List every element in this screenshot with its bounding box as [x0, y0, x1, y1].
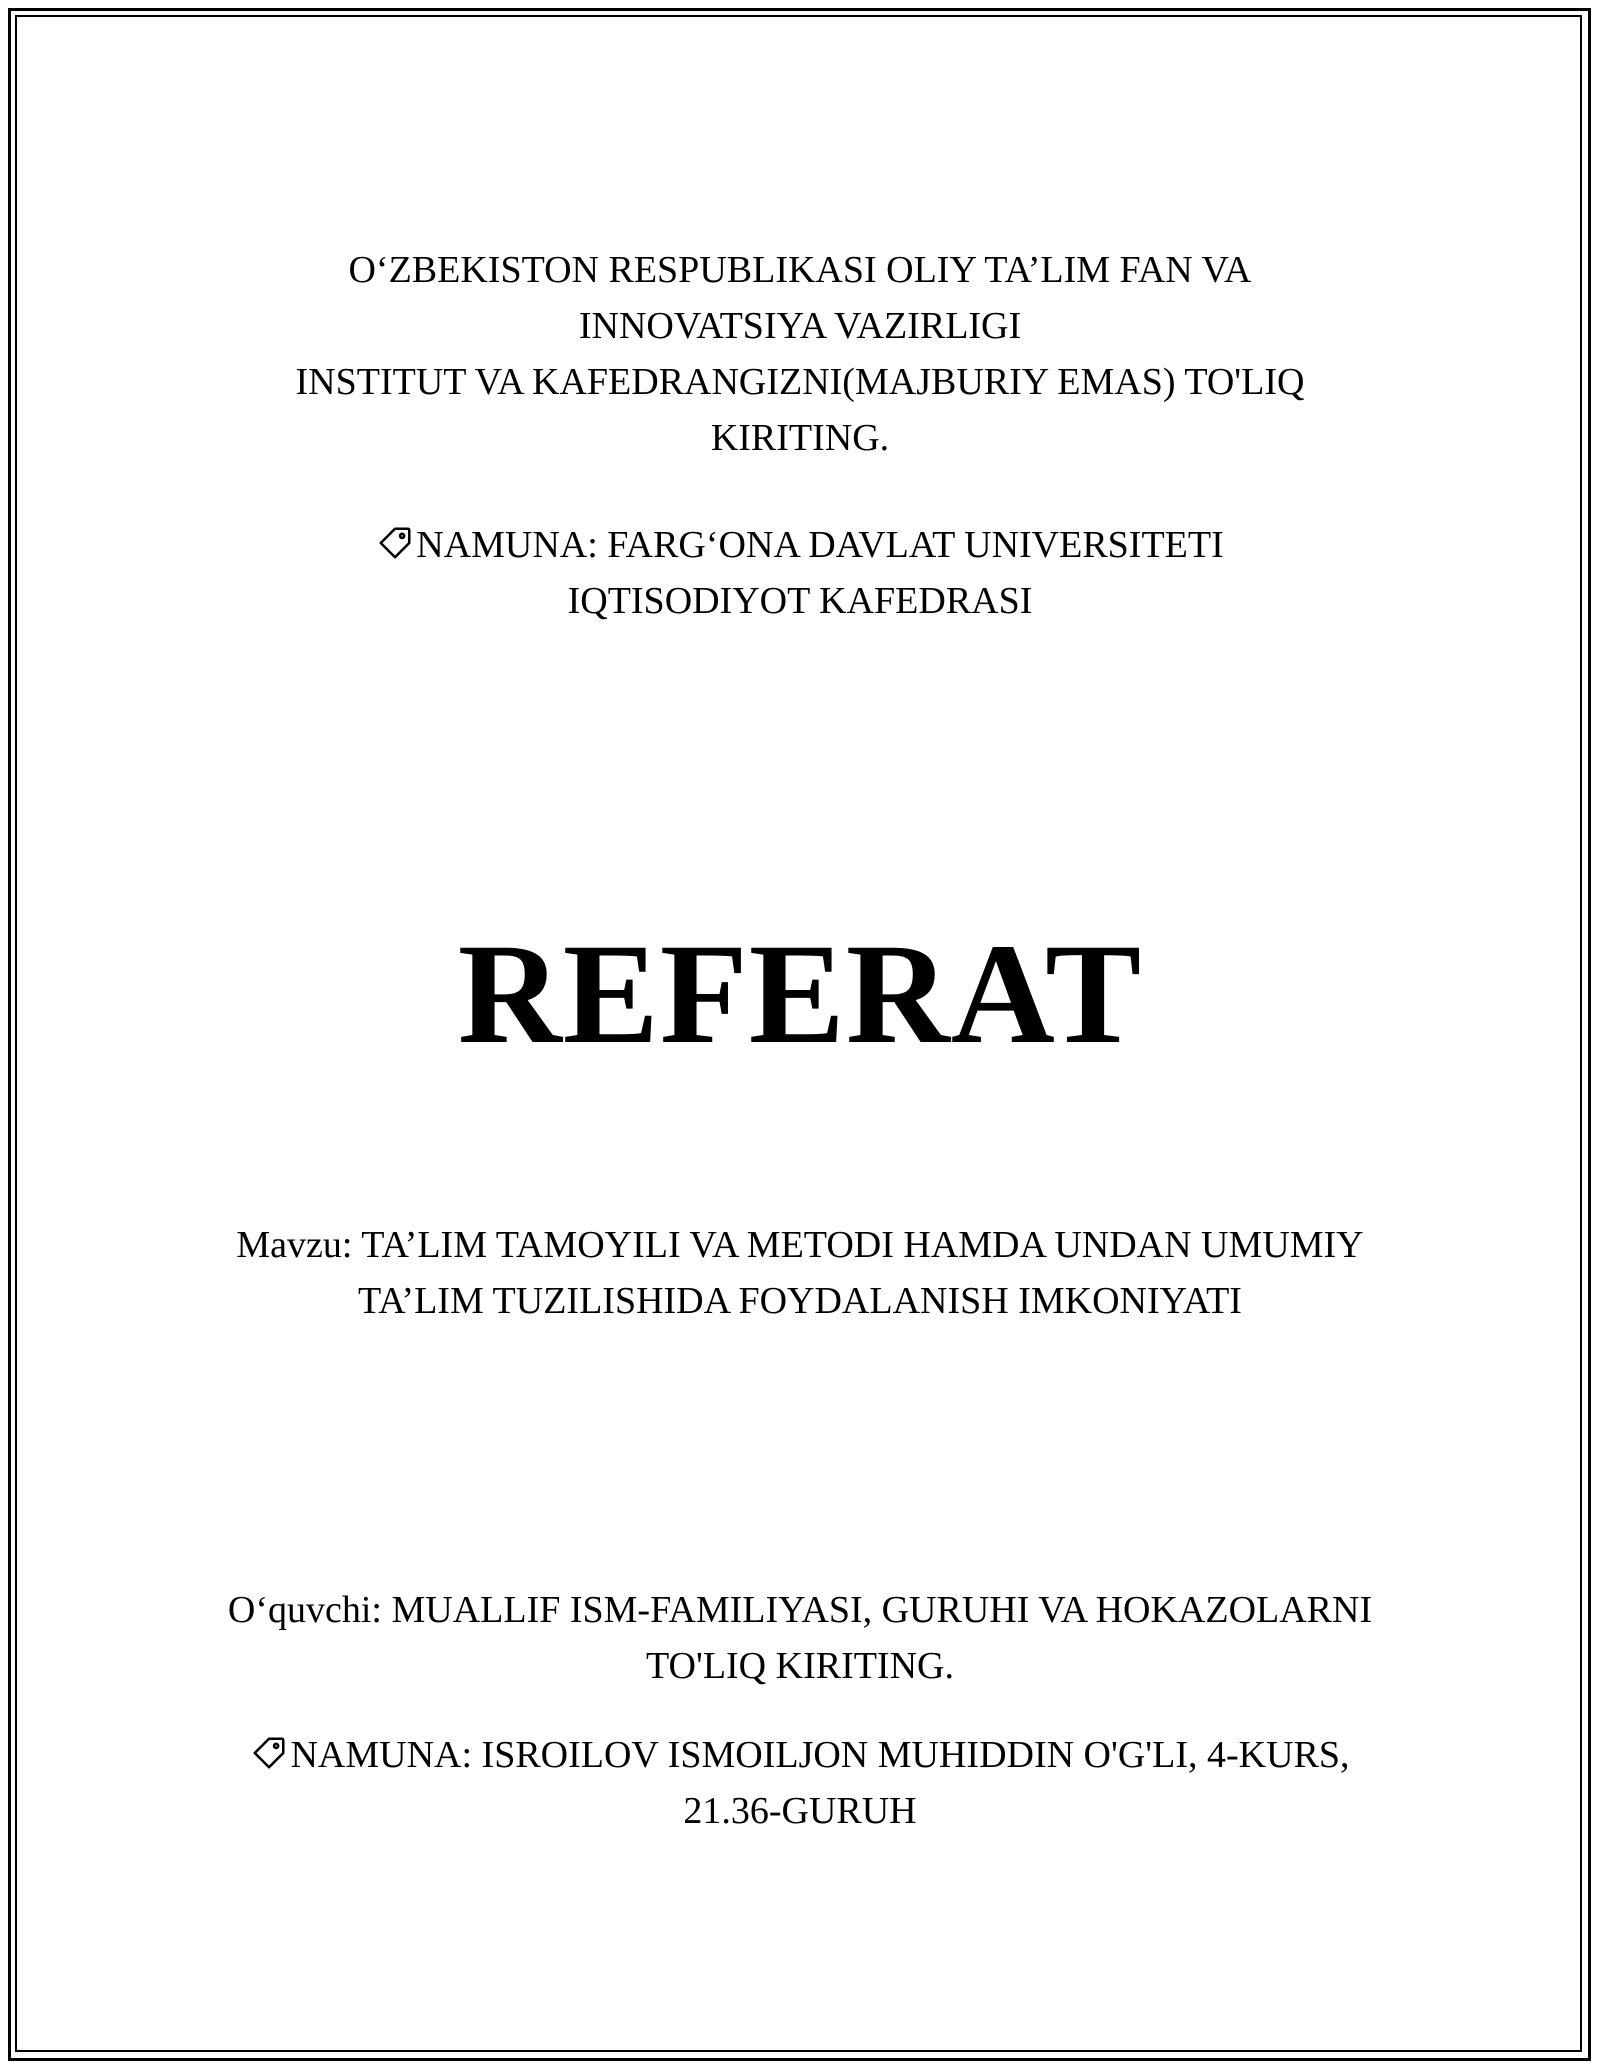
document-title: REFERAT	[457, 915, 1143, 1074]
institution-sample	[0, 517, 1600, 629]
header-line-3: INSTITUT VA KAFEDRANGIZNI(MAJBURIY EMAS) TO'LIQ	[295, 361, 1305, 403]
student-line-2: TO'LIQ KIRITING.	[646, 1645, 954, 1687]
header-line-1: O‘ZBEKISTON RESPUBLIKASI OLIY TA’LIM FAN VA	[348, 249, 1252, 291]
student-line-1: O‘quvchi: MUALLIF ISM-FAMILIYASI, GURUHI VA HOKAZOLARNI	[227, 1589, 1373, 1631]
header-line-4: KIRITING.	[710, 417, 890, 459]
student-sample-line-2: 21.36-GURUH	[683, 1790, 917, 1832]
header-line-2: INNOVATSIYA VAZIRLIGI	[578, 305, 1022, 347]
ministry-header	[0, 242, 1600, 466]
tag-icon	[250, 1734, 288, 1772]
student-sample-text: NAMUNA: ISROILOV ISMOILJON MUHIDDIN O'G'LI, 4-KURS,	[290, 1734, 1350, 1776]
institution-sample-line-2: IQTISODIYOT KAFEDRASI	[567, 580, 1033, 622]
institution-sample-text: NAMUNA: FARG‘ONA DAVLAT UNIVERSITETI	[416, 524, 1224, 566]
topic-block	[0, 1217, 1600, 1329]
student-block	[0, 1582, 1600, 1694]
institution-sample-line-1	[0, 517, 1600, 573]
student-sample	[0, 1727, 1600, 1839]
tag-icon	[376, 524, 414, 562]
topic-line-1: Mavzu: TA’LIM TAMOYILI VA METODI HAMDA UNDAN UMUMIY	[236, 1224, 1364, 1266]
topic-line-2: TA’LIM TUZILISHIDA FOYDALANISH IMKONIYATI	[358, 1280, 1242, 1322]
student-sample-line-1	[0, 1727, 1600, 1783]
